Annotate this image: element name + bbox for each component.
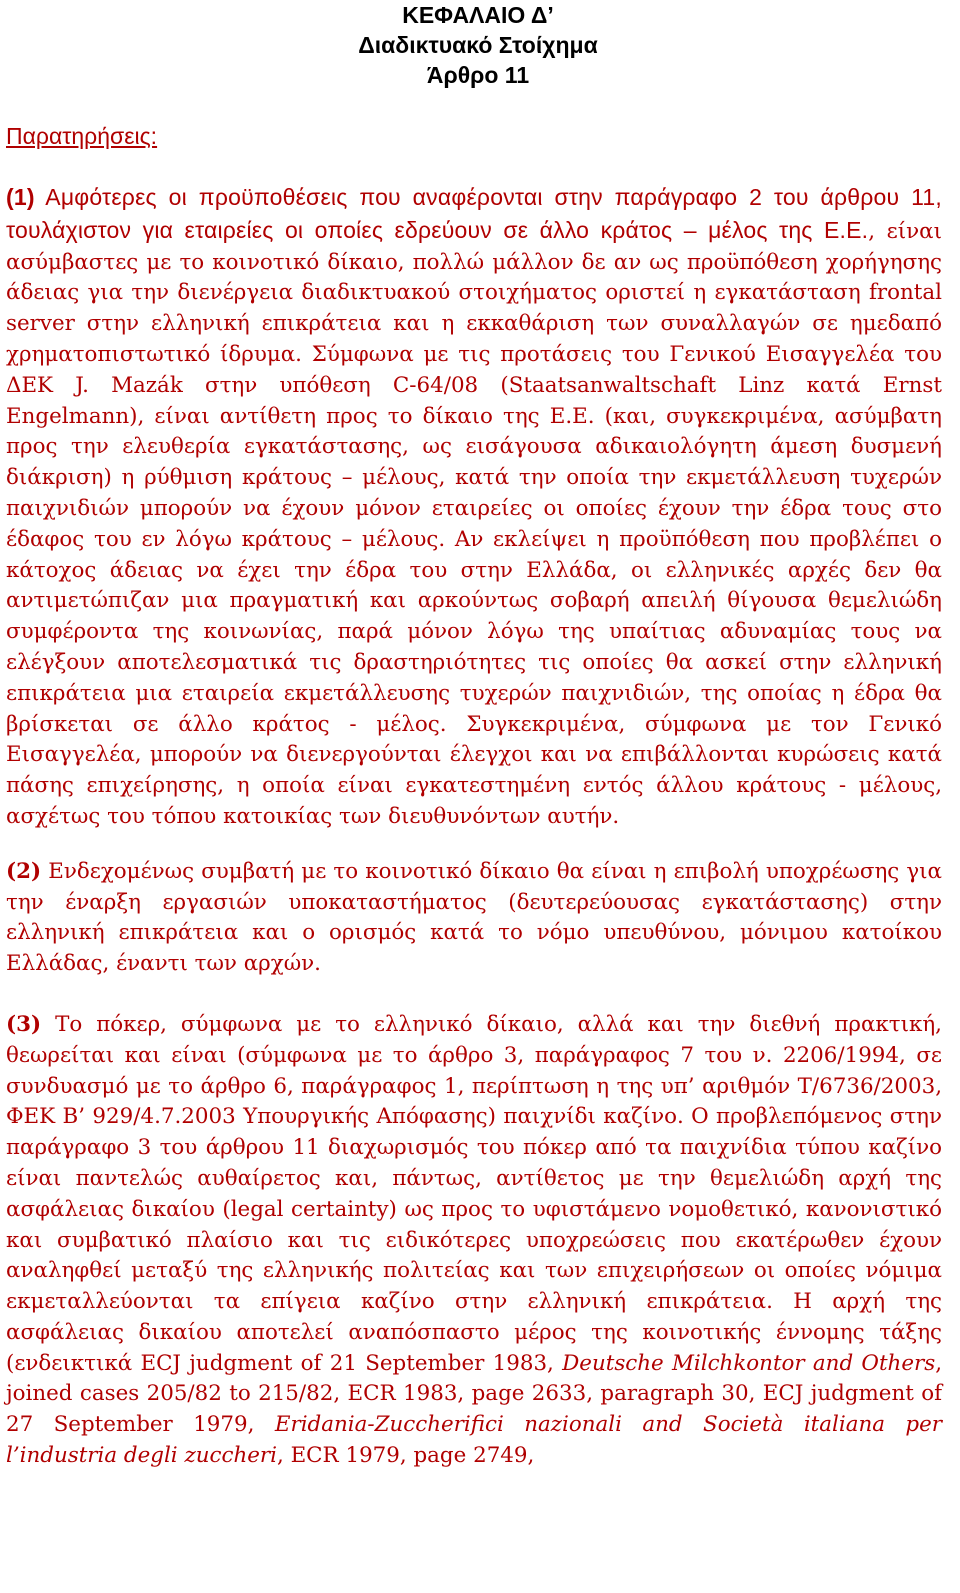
note-paragraph-3 [6, 1010, 942, 1472]
note-1-lead-text: Αμφότερες οι προϋποθέσεις που αναφέρονται στην παράγραφο 2 του άρθρου 11, τουλάχιστον για εταιρείες οι οποίες εδρεύουν σε άλλο κράτος – μέλος της Ε.Ε. [6, 184, 942, 243]
title-block [14, 0, 942, 90]
note-paragraph-2 [6, 857, 942, 980]
note-2-body: Ενδεχομένως συμβατή με το κοινοτικό δίκαιο θα είναι η επιβολή υποχρέωσης για την έναρξη εργασιών υποκαταστήματος (δευτερεύουσας εγκατάστασης) στην ελληνική επικράτεια και ο ορισμός κατά το νόμο υπευθύνου, μόνιμου κατοίκου Ελλάδας, έναντι των αρχών. [6, 858, 942, 977]
chapter-title: ΚΕΦΑΛΑΙΟ Δ’ [402, 2, 554, 28]
note-3-body-1: Το πόκερ, σύμφωνα με το ελληνικό δίκαιο, αλλά και την διεθνή πρακτική, θεωρείται και είναι (σύμφωνα με το άρθρο 3, παράγραφος 7 του ν. 2206/1994, σε συνδυασμό με το άρθρο 6, παράγραφος 1, περίπτωση η της υπ’ αριθμόν Τ/6736/2003, ΦΕΚ Β’ 929/4.7.2003 Υπουργικής Απόφασης) παιχνίδι καζίνο. Ο προβλεπόμενος στην παράγραφο 3 του άρθρου 11 διαχωρισμός του πόκερ από τα παιχνίδια τύπου καζίνο είναι παντελώς αυθαίρετος και, πάντως, αντίθετος με την θεμελιώδη αρχή της ασφάλειας δικαίου (legal certainty) ως προς το υφιστάμενο νομοθετικό, κανονιστικό και συμβατικό πλαίσιο και τις ειδικότερες υποχρεώσεις που εκατέρωθεν έχουν αναληφθεί μεταξύ της ελληνικής πολιτείας και των επιχειρήσεων οι οποίες νόμιμα εκμεταλλεύονται τα επίγεια καζίνο στην ελληνική επικράτεια. Η αρχή της ασφάλειας δικαίου αποτελεί αναπόσπαστο μέρος της κοινοτικής έννομης τάξης (ενδεικτικά ECJ judgment of 21 September 1983, [6, 1011, 942, 1376]
article-number: Άρθρο 11 [426, 62, 530, 88]
notes-heading: Παρατηρήσεις: [6, 123, 158, 149]
note-paragraph-1 [6, 182, 942, 833]
note-3-body-2: , joined cases 205/82 to 215/82, ECR 1983, page 2633, paragraph 30, ECJ judgment of 27 September 1979, [6, 1350, 942, 1438]
note-2-number: (2) [6, 858, 42, 884]
case-name-eridania: Eridania-Zuccherifici nazionali and Società italiana per l’industria degli zuccheri [6, 1412, 942, 1469]
note-3-body-3: , ECR 1979, page 2749, [276, 1443, 535, 1469]
note-1-lead [6, 184, 942, 243]
note-3-number: (3) [6, 1011, 42, 1037]
case-name-milchkontor: Deutsche Milchkontor and Others [562, 1350, 936, 1376]
note-1-number: (1) [6, 184, 35, 210]
chapter-subject: Διαδικτυακό Στοίχημα [358, 32, 598, 58]
document-page [6, 0, 942, 1472]
note-1-body: , είναι ασύμβαστες με το κοινοτικό δίκαιο, πολλώ μάλλον δε αν ως προϋπόθεση χορήγησης άδειας για την διενέργεια διαδικτυακού στοιχήματος οριστεί η εγκατάσταση frontal server στην ελληνική επικράτεια και η εκκαθάριση των συναλλαγών σε ημεδαπό χρηματοπιστωτικό ίδρυμα. Σύμφωνα με τις προτάσεις του Γενικού Εισαγγελέα του ΔΕΚ J. Mazák στην υπόθεση C-64/08 (Staatsanwaltschaft Linz κατά Ernst Engelmann), είναι αντίθετη προς το δίκαιο της Ε.Ε. (και, συγκεκριμένα, ασύμβατη προς την ελευθερία εγκατάστασης, ως εισάγουσα αδικαιολόγητη άμεση δυσμενή διάκριση) η ρύθμιση κράτους – μέλους, κατά την οποία την εκμετάλλευση τυχερών παιχνιδιών μπορούν να έχουν μόνον εταιρείες οι οποίες έχουν την έδρα τους στο έδαφος του εν λόγω κράτους – μέλους. Αν εκλείψει η προϋπόθεση που προβλέπει ο κάτοχος άδειας να έχει την έδρα του στην Ελλάδα, οι ελληνικές αρχές δεν θα αντιμετώπιζαν μια πραγματική και αρκούντως σοβαρή απειλή θίγουσα θεμελιώδη συμφέροντα της κοινωνίας, παρά μόνον λόγω της υπαίτιας αδυναμίας τους να ελέγξουν αποτελεσματικά τις δραστηριότητες τις οποίες θα ασκεί στην ελληνική επικράτεια μια εταιρεία εκμετάλλευσης τυχερών παιχνιδιών, της οποίας η έδρα θα βρίσκεται σε άλλο κράτος - μέλος. Συγκεκριμένα, σύμφωνα με τον Γενικό Εισαγγελέα, μπορούν να διενεργούνται έλεγχοι και να επιβάλλονται κυρώσεις κατά πάσης επιχείρησης, η οποία είναι εγκατεστημένη εντός άλλου κράτους - μέλους, ασχέτως του τόπου κατοικίας των διευθυνόντων αυτήν. [6, 218, 942, 829]
